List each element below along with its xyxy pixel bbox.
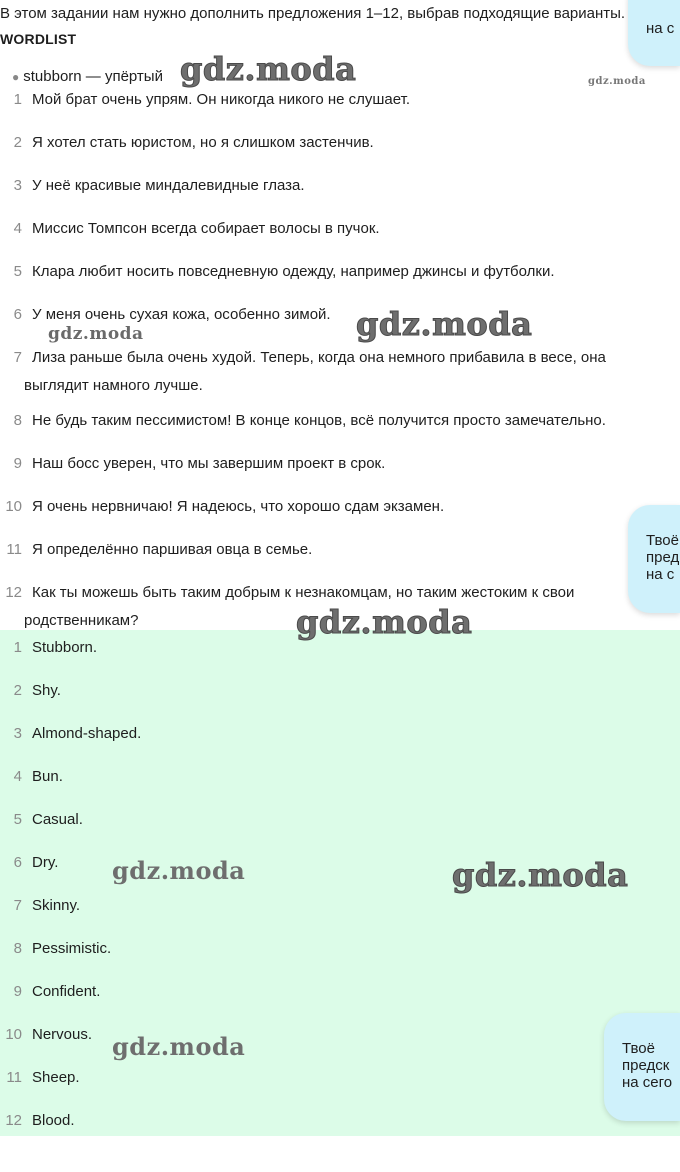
sentence-text: Я очень нервничаю! Я надеюсь, что хорошо сдам экзамен. — [32, 498, 445, 515]
watermark: gdz.moda — [112, 1032, 246, 1061]
sentence-12-continuation: родственникам? — [24, 612, 139, 629]
watermark: gdz.moda — [296, 603, 473, 641]
sentence-3 — [0, 177, 305, 194]
sentence-11 — [0, 541, 312, 558]
sentence-number: 3 — [13, 177, 22, 194]
answer-number: 1 — [13, 639, 22, 656]
answer-number: 9 — [13, 983, 22, 1000]
answer-number: 8 — [13, 940, 22, 957]
watermark: gdz.moda — [452, 856, 629, 894]
promo-bubble-text: на сего — [622, 1074, 673, 1091]
answer-text: Blood. — [32, 1112, 75, 1129]
sentence-number: 11 — [6, 541, 22, 558]
sentence-number: 9 — [13, 455, 22, 472]
answer-text: Shy. — [32, 682, 61, 699]
promo-bubble-top[interactable] — [628, 0, 680, 66]
sentence-text: Миссис Томпсон всегда собирает волосы в пучок. — [32, 220, 380, 237]
sentence-text: Мой брат очень упрям. Он никогда никого не слушает. — [32, 91, 410, 108]
sentence-number: 5 — [13, 263, 22, 280]
answer-text: Almond-shaped. — [32, 725, 142, 742]
sentence-text: Не будь таким пессимистом! В конце концов, всё получится просто замечательно. — [32, 412, 606, 429]
sentence-7 — [0, 349, 606, 366]
answer-text: Confident. — [32, 983, 101, 1000]
answer-9 — [0, 983, 100, 1000]
answer-number: 6 — [13, 854, 22, 871]
sentence-7-continuation: выглядит намного лучше. — [24, 377, 203, 394]
answer-text: Casual. — [32, 811, 83, 828]
answer-number: 4 — [13, 768, 22, 785]
sentence-10 — [0, 498, 444, 515]
sentence-12 — [0, 584, 574, 601]
answer-1 — [0, 639, 97, 656]
answer-text: Pessimistic. — [32, 940, 112, 957]
sentence-text: Клара любит носить повседневную одежду, например джинсы и футболки. — [32, 263, 555, 280]
promo-bubble-text: на с — [646, 20, 675, 37]
answer-8 — [0, 940, 111, 957]
answer-6 — [0, 854, 58, 871]
answer-number: 12 — [5, 1112, 22, 1129]
answer-text: Bun. — [32, 768, 63, 785]
sentence-text: Я хотел стать юристом, но я слишком застенчив. — [32, 134, 374, 151]
answer-text: Dry. — [32, 854, 59, 871]
answer-number: 5 — [13, 811, 22, 828]
sentence-text: Я определённо паршивая овца в семье. — [32, 541, 313, 558]
promo-bubble-bottom[interactable] — [604, 1013, 680, 1121]
answer-text: Sheep. — [32, 1069, 80, 1086]
answer-text: Stubborn. — [32, 639, 98, 656]
sentence-number: 1 — [13, 91, 22, 108]
sentence-8 — [0, 412, 606, 429]
sentence-text: Лиза раньше была очень худой. Теперь, когда она немного прибавила в весе, она — [32, 349, 606, 366]
answer-2 — [0, 682, 61, 699]
sentence-number: 2 — [13, 134, 22, 151]
sentence-2 — [0, 134, 374, 151]
sentence-text: Наш босс уверен, что мы завершим проект в срок. — [32, 455, 386, 472]
answer-12 — [0, 1112, 75, 1129]
promo-bubble-text: пред — [646, 549, 680, 566]
wordlist-item-text: stubborn — упёртый — [23, 68, 163, 85]
sentence-number: 7 — [13, 349, 22, 366]
promo-bubble-text: Твоё — [622, 1040, 655, 1057]
answer-number: 2 — [13, 682, 22, 699]
answer-text: Skinny. — [32, 897, 81, 914]
watermark: gdz.moda — [48, 324, 144, 344]
watermark: gdz.moda — [180, 50, 357, 88]
sentence-text: Как ты можешь быть таким добрым к незнакомцам, но таким жестоким к свои — [32, 584, 575, 601]
answer-number: 11 — [6, 1069, 22, 1086]
answer-3 — [0, 725, 141, 742]
promo-bubble-text: на с — [646, 566, 675, 583]
sentence-4 — [0, 220, 380, 237]
answer-5 — [0, 811, 83, 828]
bullet-icon: ● — [12, 70, 20, 84]
wordlist-item — [12, 68, 163, 85]
sentence-1 — [0, 91, 410, 108]
sentence-number: 12 — [5, 584, 22, 601]
promo-bubble-text: Твоё — [646, 532, 679, 549]
answer-number: 10 — [5, 1026, 22, 1043]
watermark: gdz.moda — [588, 76, 646, 87]
answer-4 — [0, 768, 63, 785]
sentence-number: 10 — [5, 498, 22, 515]
sentence-5 — [0, 263, 555, 280]
answer-10 — [0, 1026, 92, 1043]
sentence-number: 4 — [13, 220, 22, 237]
answer-number: 7 — [13, 897, 22, 914]
sentence-9 — [0, 455, 385, 472]
promo-bubble-middle[interactable] — [628, 505, 680, 613]
sentence-number: 6 — [13, 306, 22, 323]
answer-7 — [0, 897, 80, 914]
sentence-6 — [0, 306, 331, 323]
answer-text: Nervous. — [32, 1026, 93, 1043]
promo-bubble-text: предск — [622, 1057, 670, 1074]
answer-11 — [0, 1069, 80, 1086]
sentence-text: У меня очень сухая кожа, особенно зимой. — [32, 306, 331, 323]
watermark: gdz.moda — [356, 305, 533, 343]
wordlist-heading: WORDLIST — [0, 31, 77, 47]
sentence-number: 8 — [13, 412, 22, 429]
watermark: gdz.moda — [112, 856, 246, 885]
sentence-text: У неё красивые миндалевидные глаза. — [32, 177, 305, 194]
answer-number: 3 — [13, 725, 22, 742]
intro-text: В этом задании нам нужно дополнить предложения 1–12, выбрав подходящие варианты. — [0, 5, 626, 22]
